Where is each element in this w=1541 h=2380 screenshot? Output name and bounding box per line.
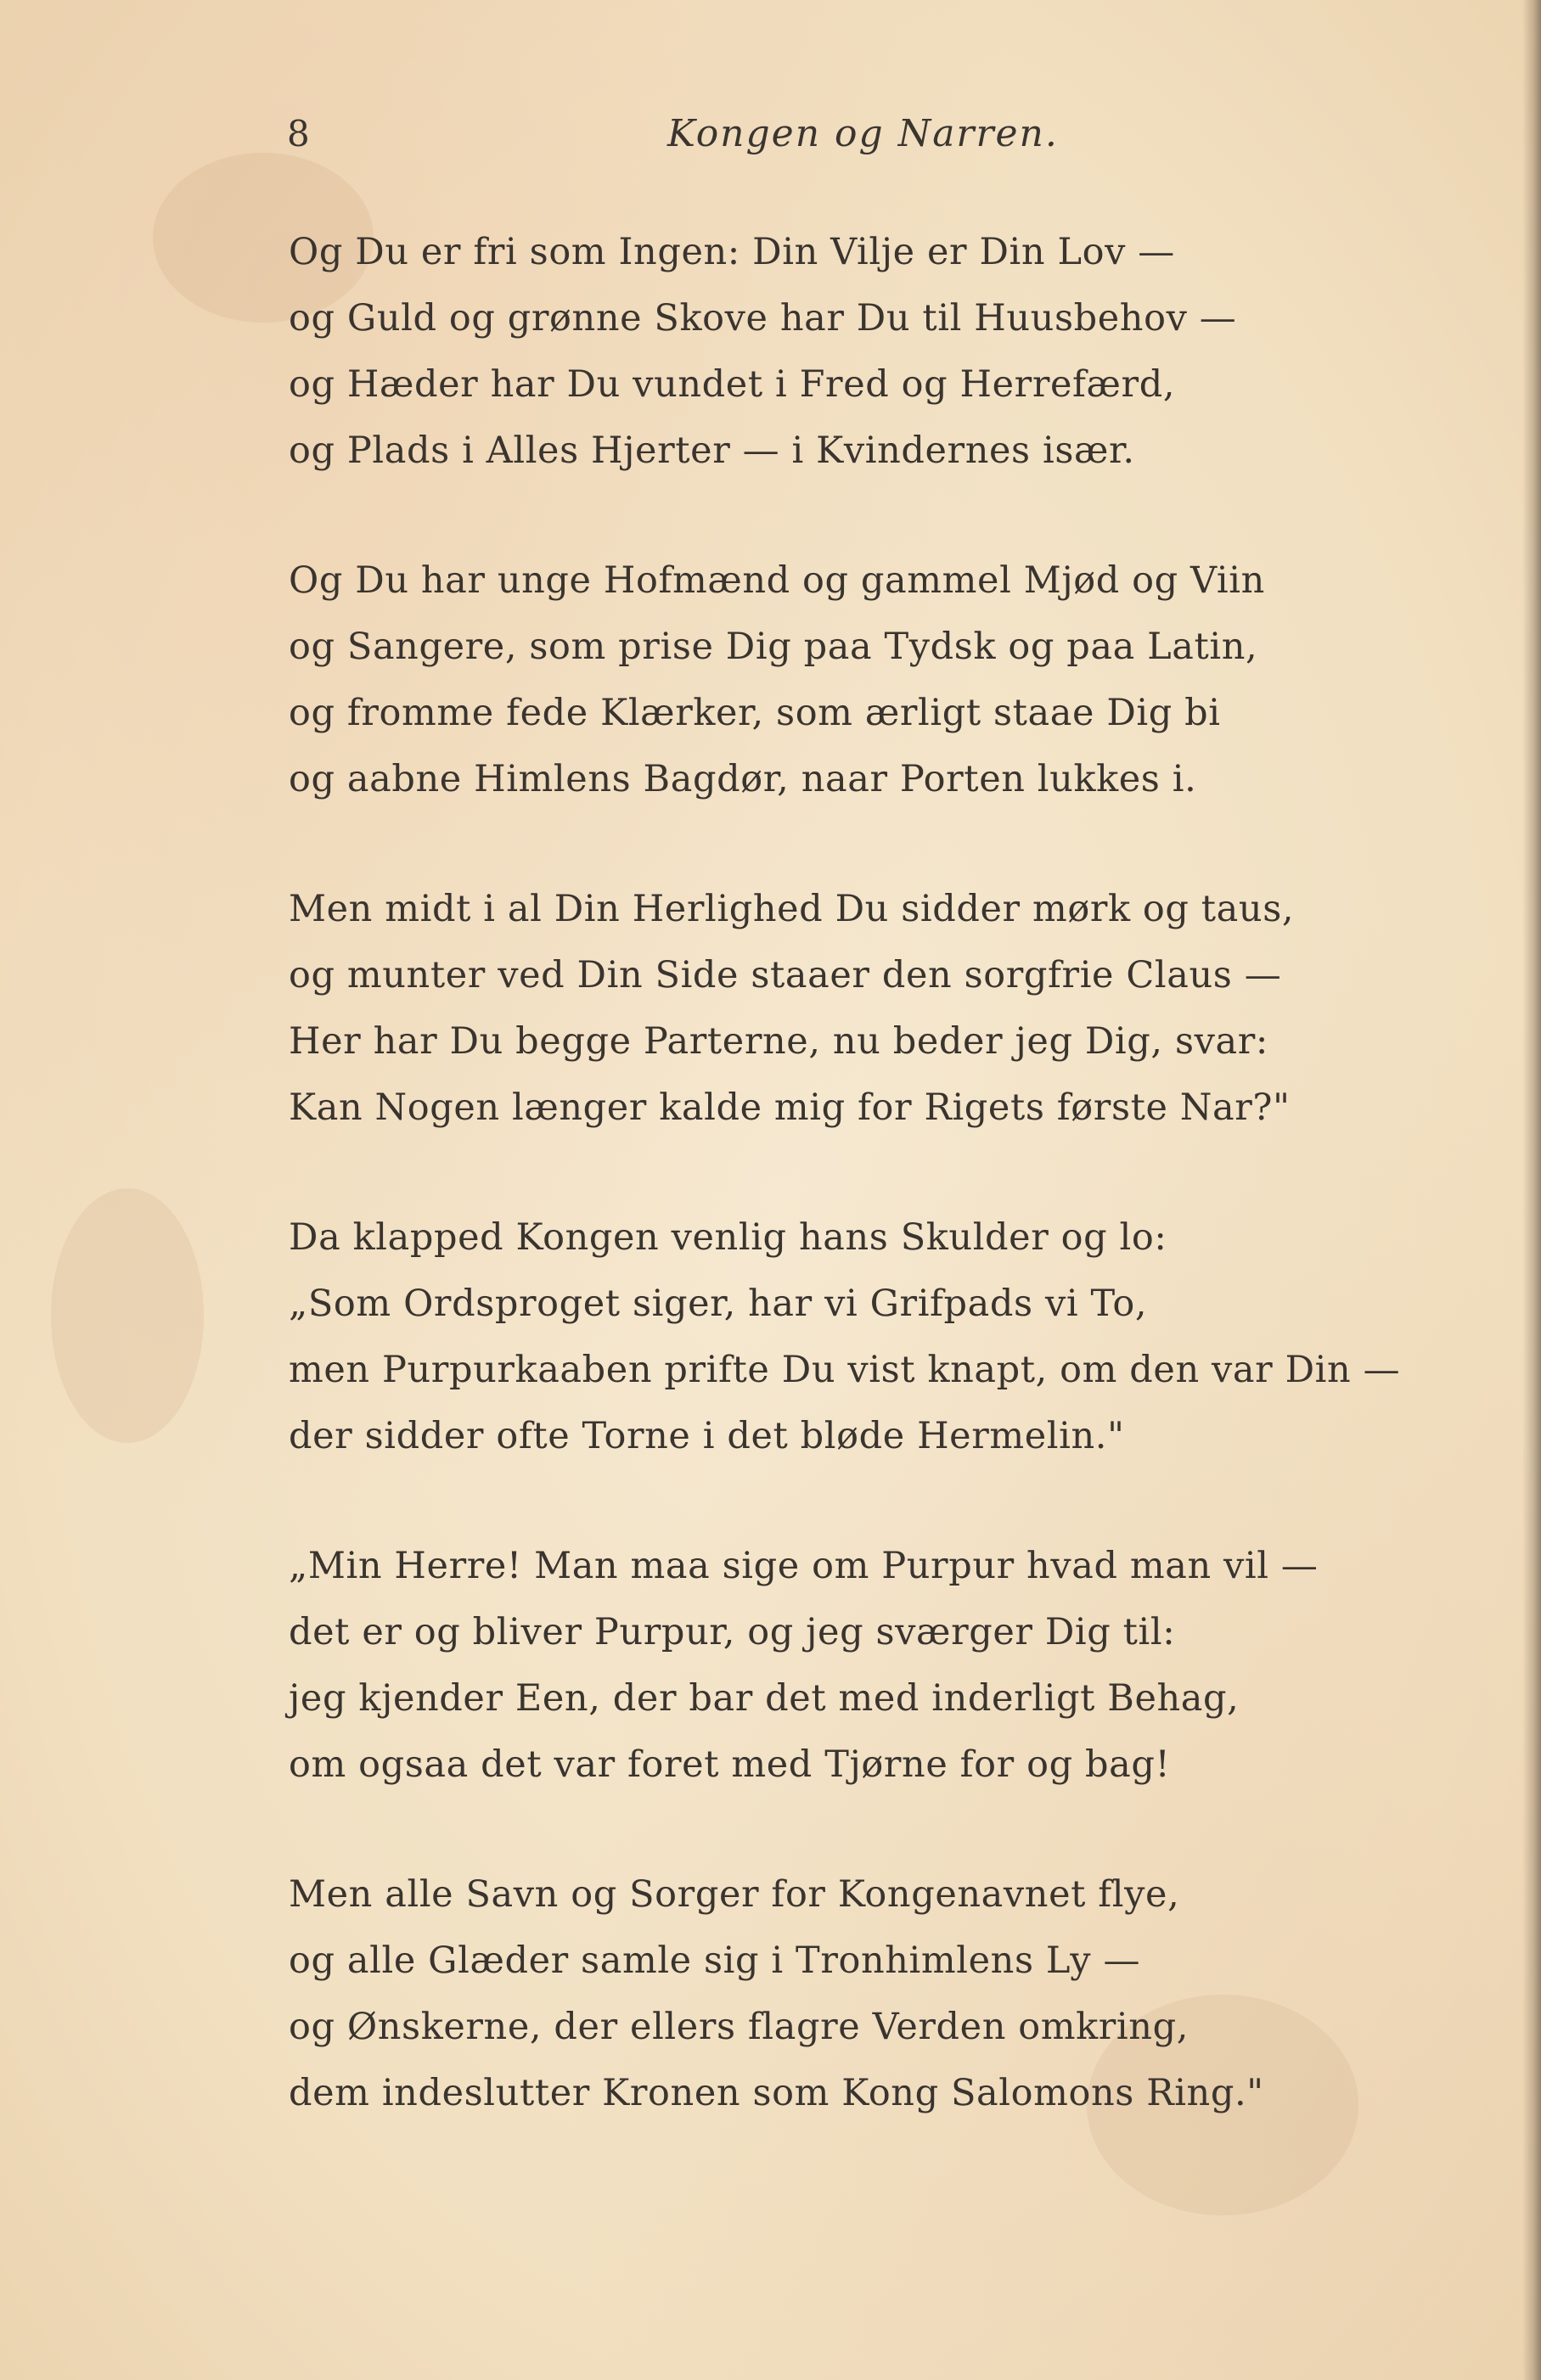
verse-line: og aabne Himlens Bagdør, naar Porten lukkes i. — [289, 758, 1197, 800]
page-number: 8 — [287, 113, 310, 154]
verse-line: men Purpurkaaben prifte Du vist knapt, om den var Din — — [289, 1349, 1401, 1391]
verse-line: Og Du er fri som Ingen: Din Vilje er Din Lov — — [289, 231, 1175, 273]
verse-line: og munter ved Din Side staaer den sorgfrie Claus — — [289, 954, 1282, 996]
verse-line: og fromme fede Klærker, som ærligt staae Dig bi — [289, 692, 1221, 734]
stanza — [289, 1861, 1460, 2126]
verse-line: Men midt i al Din Herlighed Du sidder mørk og taus, — [289, 888, 1295, 930]
verse-line: Og Du har unge Hofmænd og gammel Mjød og Viin — [289, 559, 1265, 602]
page-header — [287, 109, 1391, 168]
verse-line: Men alle Savn og Sorger for Kongenavnet flye, — [289, 1873, 1180, 1916]
verse-line: „Som Ordsproget siger, har vi Grifpads vi To, — [289, 1283, 1148, 1325]
verse-line: Da klapped Kongen venlig hans Skulder og lo: — [289, 1216, 1167, 1259]
verse-line: der sidder ofte Torne i det bløde Hermelin." — [289, 1415, 1125, 1457]
verse-line: og Hæder har Du vundet i Fred og Herrefærd, — [289, 363, 1176, 406]
running-title: Kongen og Narren. — [667, 112, 1059, 155]
verse-line: jeg kjender Een, der bar det med inderligt Behag, — [289, 1677, 1240, 1720]
verse-line: Kan Nogen længer kalde mig for Rigets første Nar?" — [289, 1086, 1291, 1129]
stanza — [289, 1533, 1460, 1798]
verse-line: dem indeslutter Kronen som Kong Salomons Ring." — [289, 2072, 1264, 2114]
verse-line: og alle Glæder samle sig i Tronhimlens Ly — — [289, 1939, 1141, 1982]
verse-line: og Plads i Alles Hjerter — i Kvindernes især. — [289, 429, 1135, 472]
verse-line: og Guld og grønne Skove har Du til Huusbehov — — [289, 297, 1237, 340]
stanza — [289, 1204, 1460, 1469]
verse-line: og Sangere, som prise Dig paa Tydsk og paa Latin, — [289, 626, 1258, 668]
stanza — [289, 219, 1460, 484]
verse-line: om ogsaa det var foret med Tjørne for og bag! — [289, 1743, 1171, 1786]
paper-stain — [51, 1188, 204, 1443]
verse-line: og Ønskerne, der ellers flagre Verden omkring, — [289, 2006, 1189, 2048]
stanza — [289, 547, 1460, 812]
poem-body — [289, 219, 1460, 2126]
verse-line: Her har Du begge Parterne, nu beder jeg Dig, svar: — [289, 1020, 1268, 1063]
verse-line: det er og bliver Purpur, og jeg sværger Dig til: — [289, 1611, 1176, 1653]
page-edge-shadow — [1522, 0, 1541, 2380]
stanza — [289, 876, 1460, 1141]
verse-line: „Min Herre! Man maa sige om Purpur hvad man vil — — [289, 1545, 1319, 1587]
